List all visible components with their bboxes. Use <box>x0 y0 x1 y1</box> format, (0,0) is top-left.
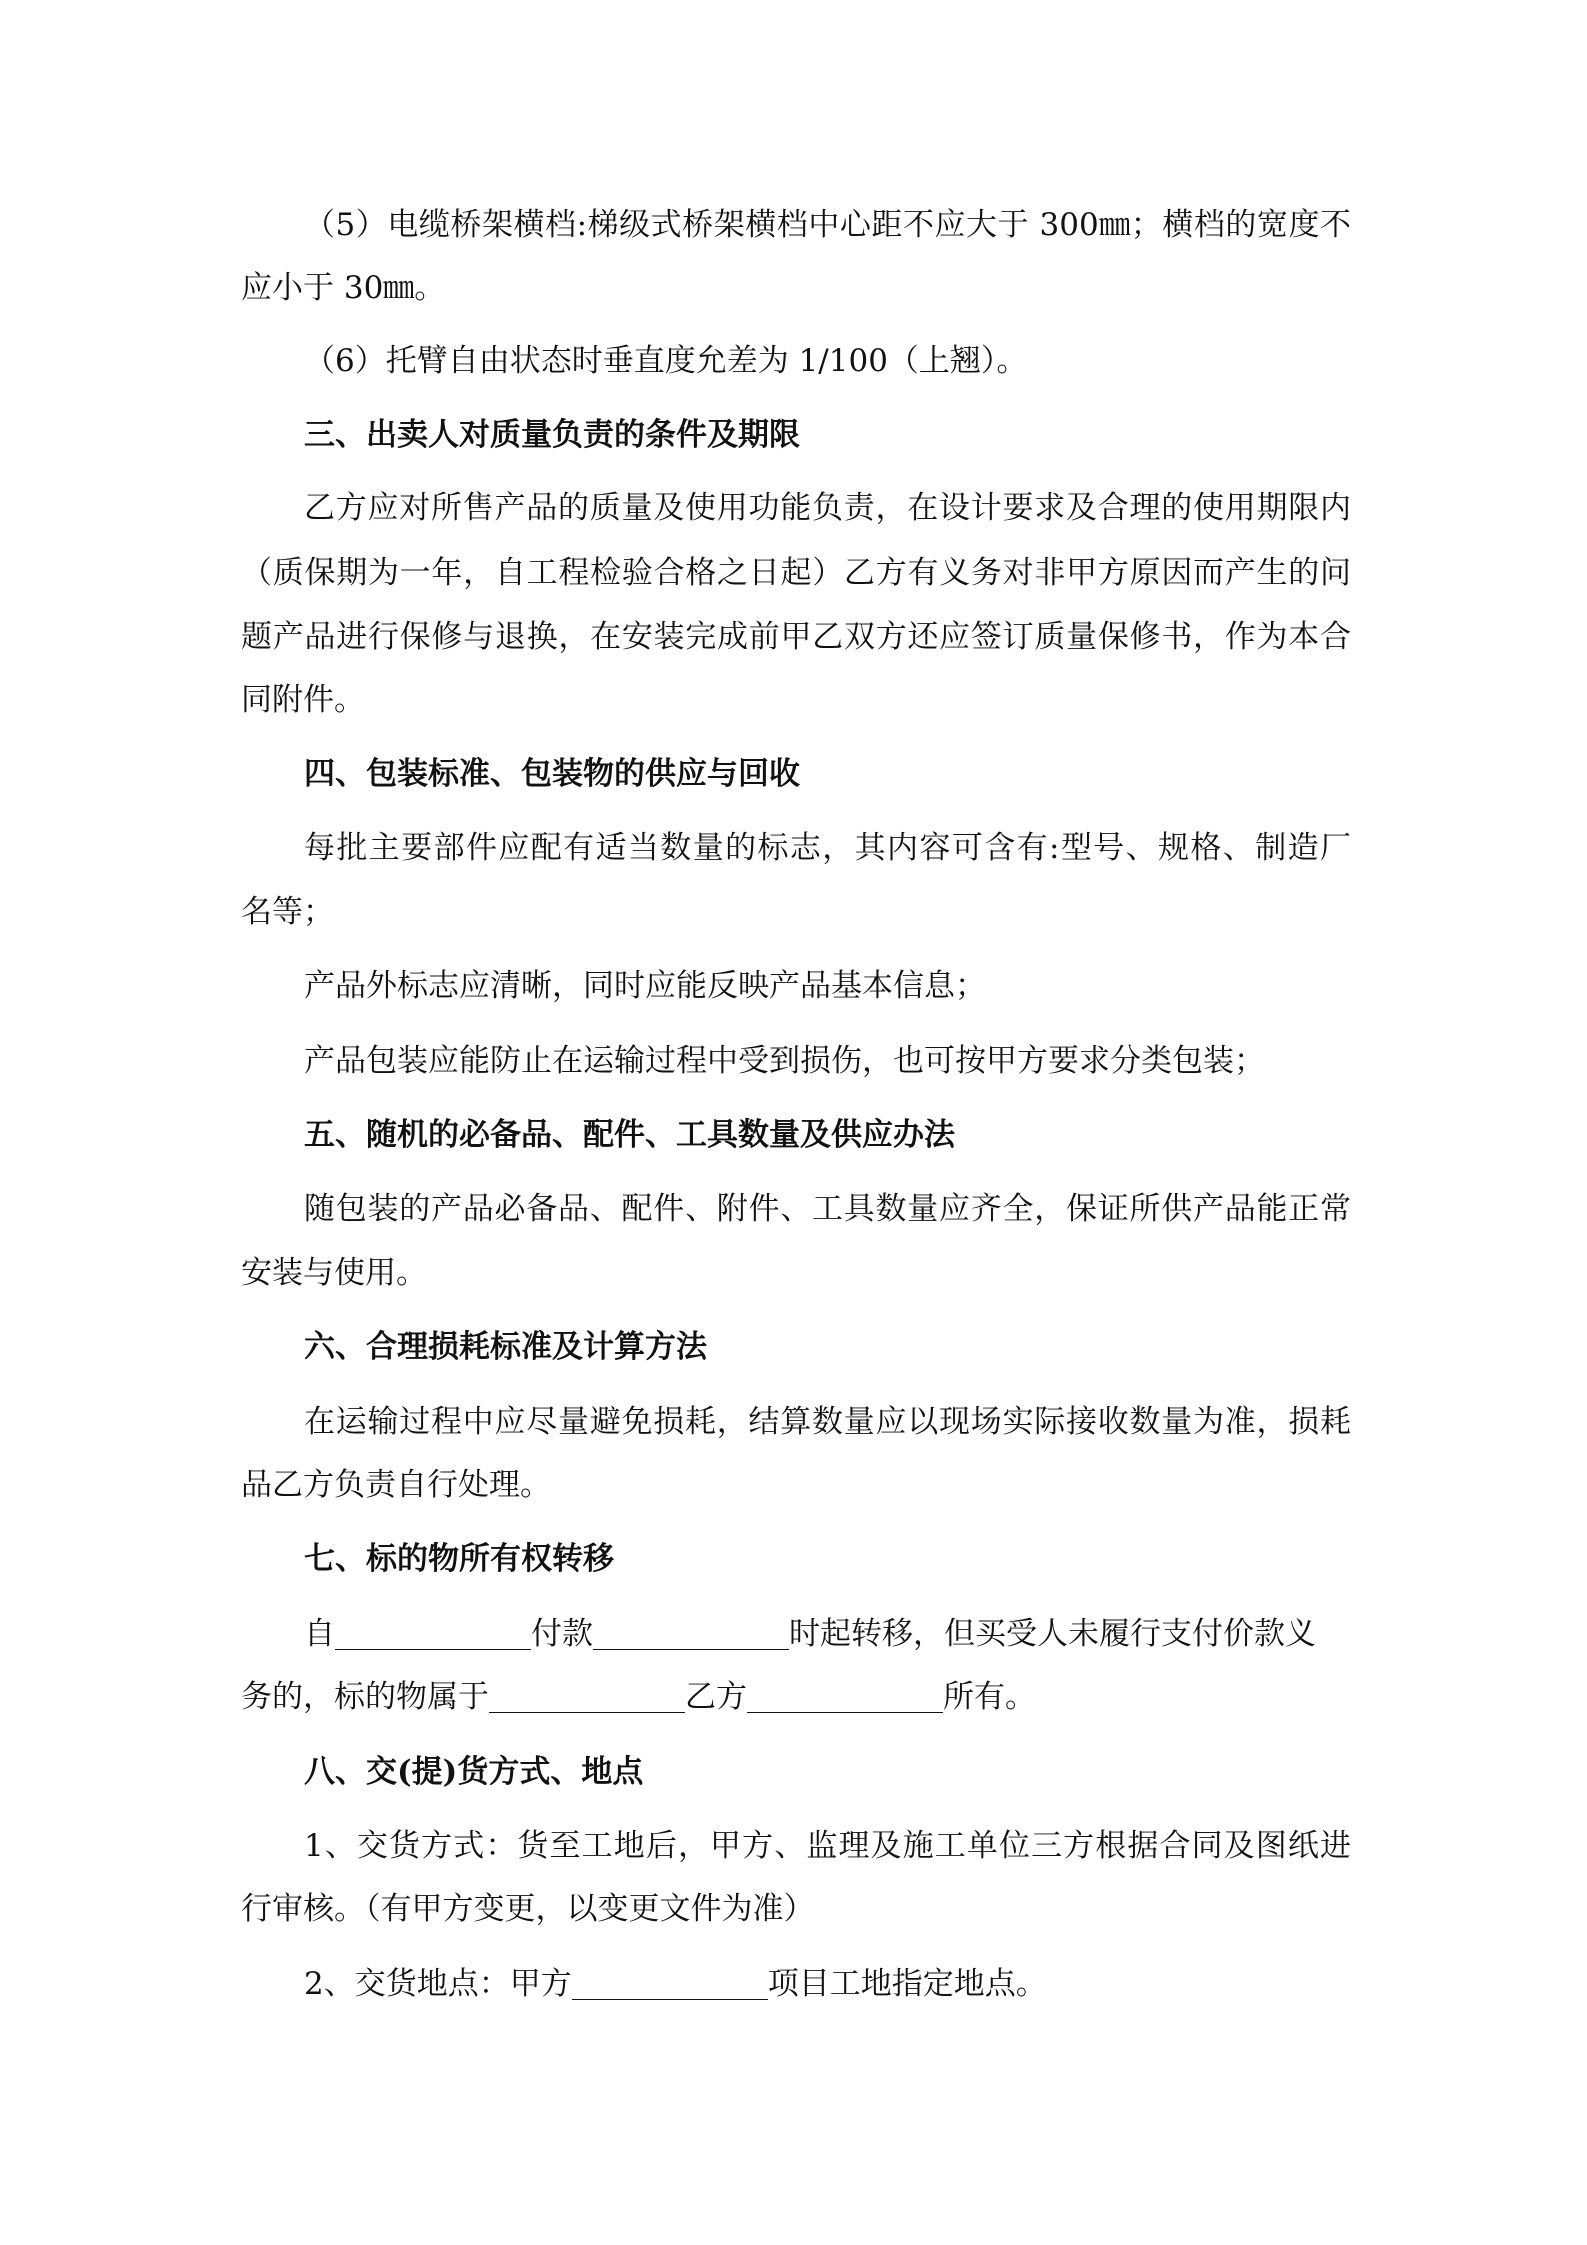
section-6-line-1: 在运输过程中应尽量避免损耗，结算数量应以现场实际接收数量为准，损耗 <box>304 1404 1351 1440</box>
s8-line3-part-2: 项目工地指定地点。 <box>767 1966 1047 2002</box>
fill-blank-4[interactable] <box>747 1680 943 1713</box>
section-3-heading: 三、出卖人对质量负责的条件及期限 <box>304 417 800 453</box>
section-4-line-1: 每批主要部件应配有适当数量的标志，其内容可含有:型号、规格、制造厂 <box>304 830 1351 866</box>
section-8-line-1: 1、交货方式：货至工地后，甲方、监理及施工单位三方根据合同及图纸进 <box>304 1828 1351 1864</box>
section-4-line-3: 产品外标志应清晰，同时应能反映产品基本信息； <box>304 968 986 1004</box>
section-6-heading: 六、合理损耗标准及计算方法 <box>304 1329 707 1365</box>
s7-line2-part-1: 务的，标的物属于 <box>241 1679 489 1715</box>
section-5-line-1: 随包装的产品必备品、配件、附件、工具数量应齐全，保证所供产品能正常 <box>304 1191 1351 1227</box>
section-5-heading: 五、随机的必备品、配件、工具数量及供应办法 <box>304 1117 955 1153</box>
s7-line2-part-2: 乙方 <box>685 1679 747 1715</box>
s7-line1-part-2: 付款 <box>531 1616 593 1652</box>
section-8-line-3 <box>304 1962 1351 2006</box>
section-5-line-2: 安装与使用。 <box>241 1255 427 1291</box>
item-5-line-2: 应小于 30㎜。 <box>241 270 446 306</box>
section-8-heading: 八、交(提)货方式、地点 <box>304 1754 644 1790</box>
section-3-line-3: 题产品进行保修与退换，在安装完成前甲乙双方还应签订质量保修书，作为本合 <box>241 619 1351 655</box>
fill-blank-5[interactable] <box>572 1967 768 2000</box>
section-4-heading: 四、包装标准、包装物的供应与回收 <box>304 756 800 792</box>
section-7-heading: 七、标的物所有权转移 <box>304 1541 614 1577</box>
s8-line3-part-1: 2、交货地点：甲方 <box>304 1966 572 2002</box>
fill-blank-1[interactable] <box>335 1617 531 1650</box>
s7-line1-part-1: 自 <box>304 1616 335 1652</box>
section-7-line-2 <box>241 1675 1351 1719</box>
section-3-line-2: （质保期为一年，自工程检验合格之日起）乙方有义务对非甲方原因而产生的问 <box>241 555 1351 591</box>
section-8-line-2: 行审核。（有甲方变更，以变更文件为准） <box>241 1891 815 1927</box>
s7-line1-part-3: 时起转移，但买受人未履行支付价款义 <box>789 1616 1316 1652</box>
item-6-line: （6）托臂自由状态时垂直度允差为 1/100（上翘）。 <box>304 343 1028 379</box>
fill-blank-3[interactable] <box>489 1680 685 1713</box>
section-4-line-4: 产品包装应能防止在运输过程中受到损伤，也可按甲方要求分类包装； <box>304 1043 1265 1079</box>
fill-blank-2[interactable] <box>593 1617 789 1650</box>
item-5-line-1: （5）电缆桥架横档:梯级式桥架横档中心距不应大于 300㎜；横档的宽度不 <box>304 207 1351 243</box>
s7-line2-part-3: 所有。 <box>943 1679 1036 1715</box>
section-3-line-4: 同附件。 <box>241 682 365 718</box>
section-6-line-2: 品乙方负责自行处理。 <box>241 1467 551 1503</box>
section-4-line-2: 名等； <box>241 894 334 930</box>
section-3-line-1: 乙方应对所售产品的质量及使用功能负责，在设计要求及合理的使用期限内 <box>304 490 1351 526</box>
section-7-line-1 <box>304 1612 1351 1656</box>
